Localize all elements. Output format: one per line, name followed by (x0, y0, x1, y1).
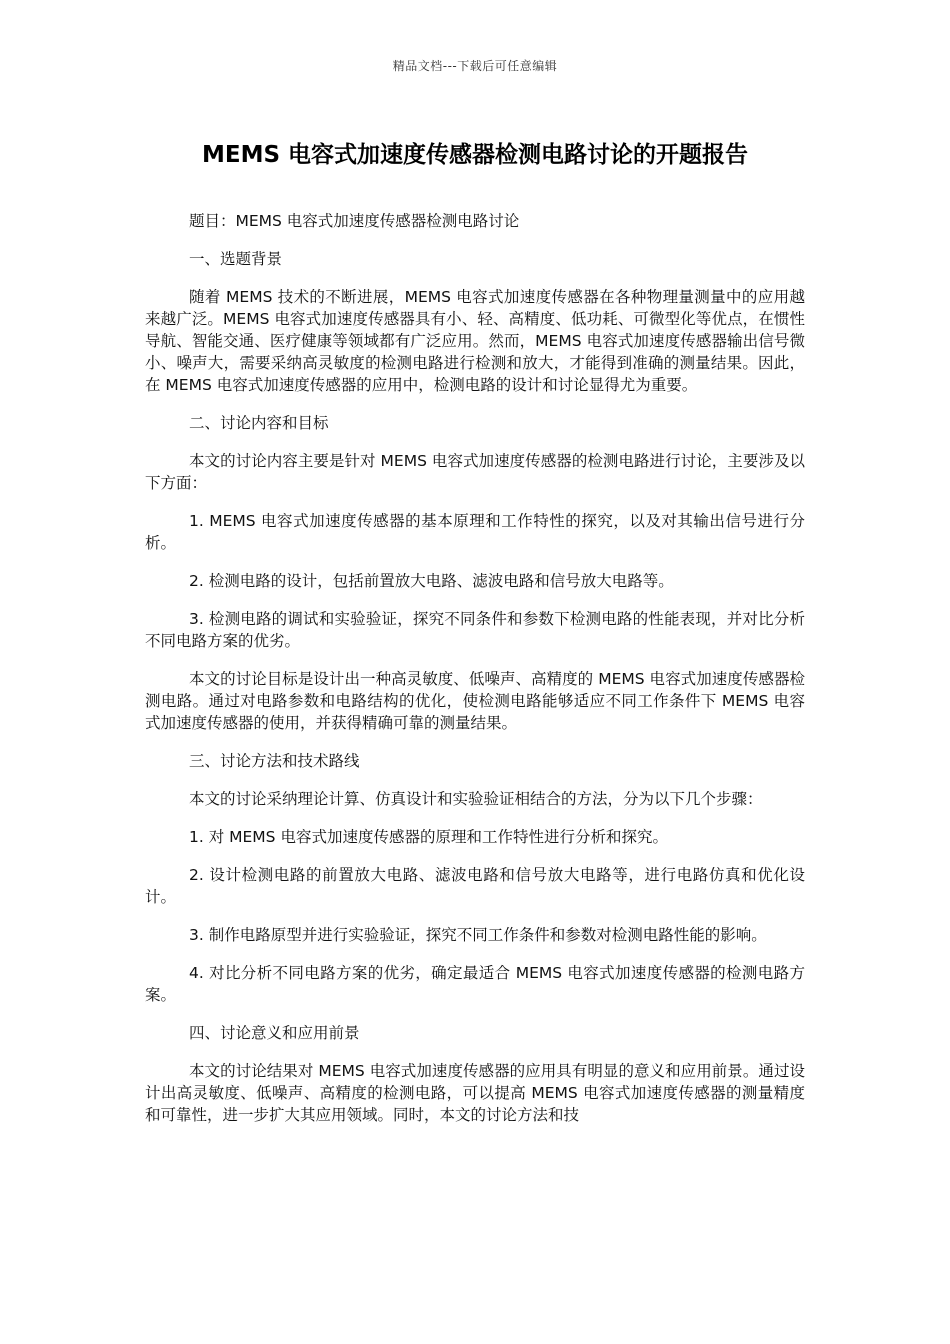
methods-step-1: 1. 对 MEMS 电容式加速度传感器的原理和工作特性进行分析和探究。 (189, 828, 668, 846)
content-item-2: 2. 检测电路的设计，包括前置放大电路、滤波电路和信号放大电路等。 (189, 572, 674, 590)
methods-intro-paragraph: 本文的讨论采纳理论计算、仿真设计和实验验证相结合的方法，分为以下几个步骤： (189, 790, 763, 808)
header-note: 精品文档---下载后可任意编辑 (392, 59, 558, 73)
background-paragraph: 随着 MEMS 技术的不断进展，MEMS 电容式加速度传感器在各种物理量测量中的应用越来越广泛。MEMS 电容式加速度传感器具有小、轻、高精度、低功耗、可微型化等优点，在惯性导航、智能交通、医疗健康等领域都有广泛应用。然而，MEMS 电容式加速度传感器输出信号微小、噪声大，需要采纳高灵敏度的检测电路进行检测和放大，才能得到准确的测量结果。因此，在 MEMS 电容式加速度传感器的应用中，检测电路的设计和讨论显得尤为重要。 (145, 288, 805, 394)
goals-paragraph: 本文的讨论目标是设计出一种高灵敏度、低噪声、高精度的 MEMS 电容式加速度传感器检测电路。通过对电路参数和电路结构的优化，使检测电路能够适应不同工作条件下 MEMS 电容式加速度传感器的使用，并获得精确可靠的测量结果。 (145, 670, 805, 732)
section-heading-methods: 三、讨论方法和技术路线 (189, 752, 360, 770)
topic-line: 题目：MEMS 电容式加速度传感器检测电路讨论 (189, 212, 520, 230)
section-heading-content-goals: 二、讨论内容和目标 (189, 414, 329, 432)
page-title: MEMS 电容式加速度传感器检测电路讨论的开题报告 (201, 142, 749, 168)
section-heading-significance: 四、讨论意义和应用前景 (189, 1024, 360, 1042)
methods-step-2: 2. 设计检测电路的前置放大电路、滤波电路和信号放大电路等，进行电路仿真和优化设计。 (145, 866, 805, 906)
significance-paragraph: 本文的讨论结果对 MEMS 电容式加速度传感器的应用具有明显的意义和应用前景。通过设计出高灵敏度、低噪声、高精度的检测电路，可以提高 MEMS 电容式加速度传感器的测量精度和可靠性，进一步扩大其应用领域。同时，本文的讨论方法和技 (145, 1062, 805, 1124)
methods-step-3: 3. 制作电路原型并进行实验验证，探究不同工作条件和参数对检测电路性能的影响。 (189, 926, 767, 944)
content-item-1: 1. MEMS 电容式加速度传感器的基本原理和工作特性的探究，以及对其输出信号进行分析。 (145, 512, 805, 552)
methods-step-4: 4. 对比分析不同电路方案的优劣，确定最适合 MEMS 电容式加速度传感器的检测电路方案。 (145, 964, 805, 1004)
document-body (145, 210, 805, 1142)
section-heading-background: 一、选题背景 (189, 250, 283, 268)
content-item-3: 3. 检测电路的调试和实验验证，探究不同条件和参数下检测电路的性能表现，并对比分析不同电路方案的优劣。 (145, 610, 805, 650)
content-intro-paragraph: 本文的讨论内容主要是针对 MEMS 电容式加速度传感器的检测电路进行讨论，主要涉及以下方面： (145, 452, 805, 492)
